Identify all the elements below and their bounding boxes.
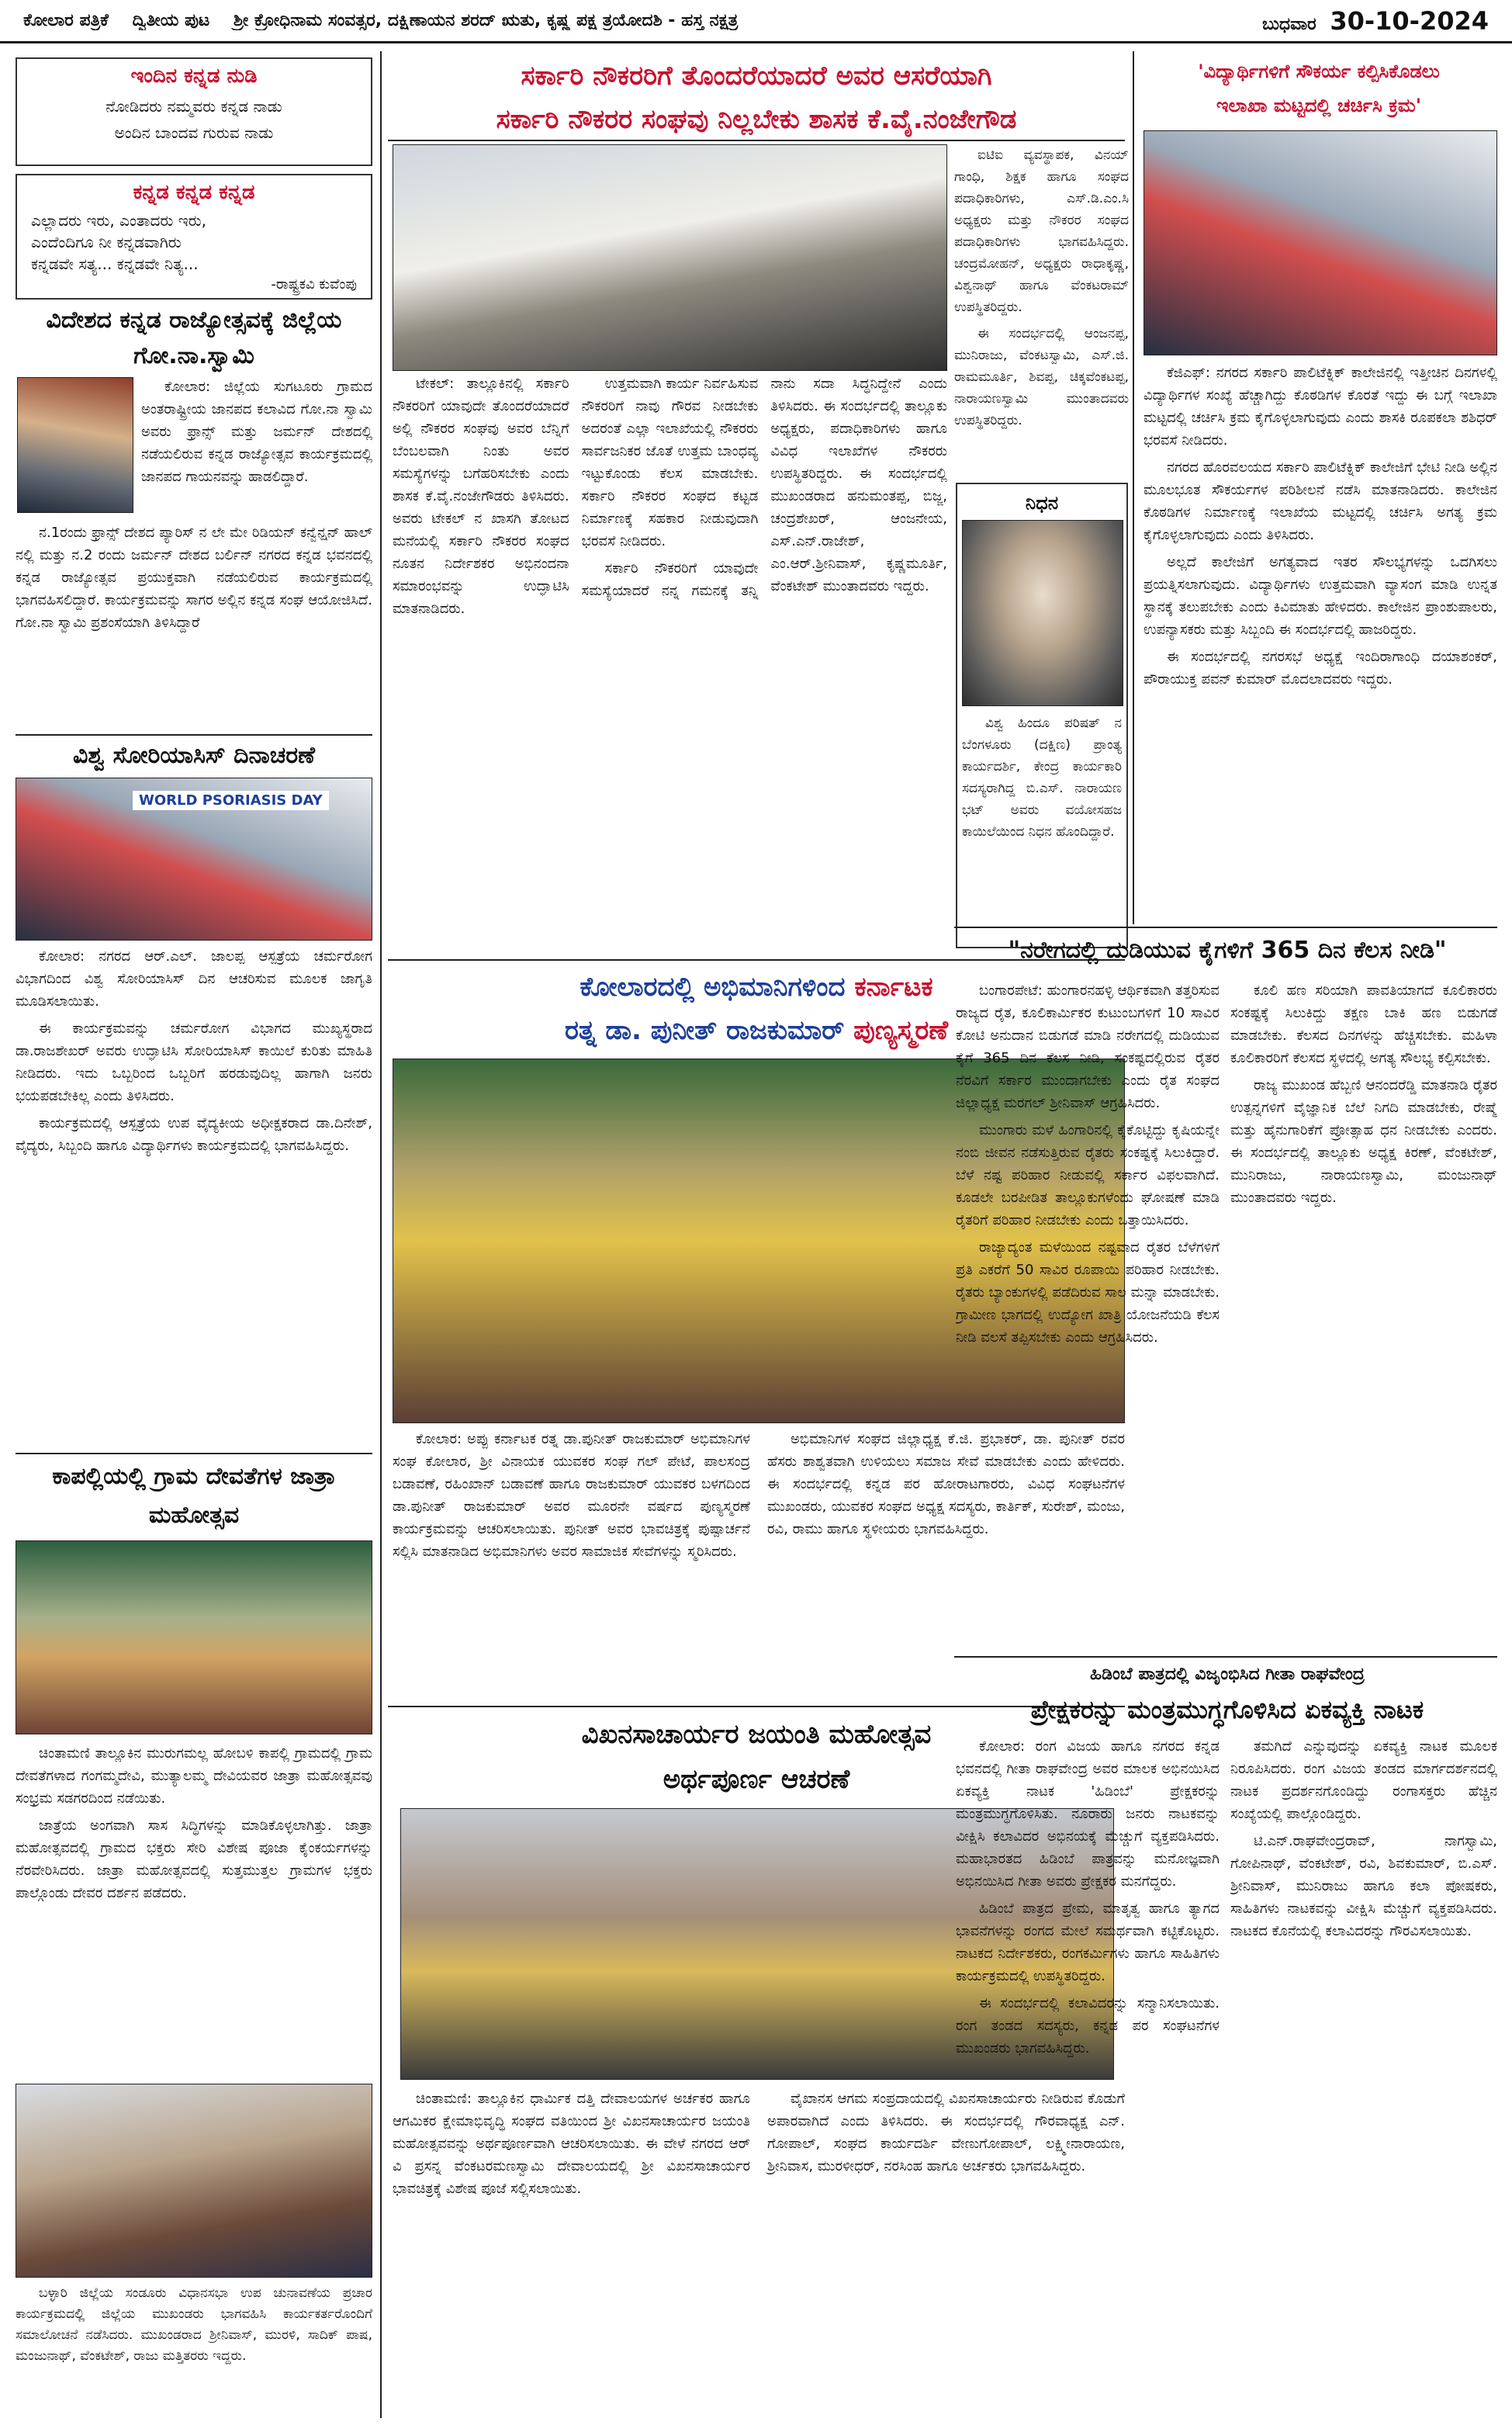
souharda-photo [1144,130,1497,355]
psoriasis-p1: ಕೋಲಾರ: ನಗರದ ಆರ್.ಎಲ್. ಜಾಲಪ್ಪ ಆಸ್ಪತ್ರೆಯ ಚರ್ಮರೋಗ ವಿಭಾಗದಿಂದ ವಿಶ್ವ ಸೋರಿಯಾಸಿಸ್ ದಿನ ಆಚರಿಸುವ ಮೂಲಕ ಜಾಗೃತಿ ಮೂಡಿಸಲಾಯಿತು. [16,948,372,1010]
nudi-title: ಇಂದಿನ ಕನ್ನಡ ನುಡಿ [130,64,258,88]
psoriasis-p3: ಕಾರ್ಯಕ್ರಮದಲ್ಲಿ ಆಸ್ಪತ್ರೆಯ ಉಪ ವೈದ್ಯಕೀಯ ಅಧೀಕ್ಷಕರಾದ ಡಾ.ದಿನೇಶ್, ವೈದ್ಯರು, ಸಿಬ್ಬಂದಿ ಹಾಗೂ ವಿದ್ಯಾರ್ಥಿಗಳು ಕಾರ್ಯಕ್ರಮದಲ್ಲಿ ಭಾಗವಹಿಸಿದ್ದರು. [16,1115,372,1154]
nidhana-text-p: ವಿಶ್ವ ಹಿಂದೂ ಪರಿಷತ್ ನ ಬೆಂಗಳೂರು (ದಕ್ಷಿಣ) ಪ್ರಾಂತ್ಯ ಕಾರ್ಯದರ್ಶಿ, ಕೇಂದ್ರ ಕಾರ್ಯಕಾರಿ ಸದಸ್ಯರಾಗಿದ್ದ ಬಿ.ಎಸ್. ನಾರಾಯಣ ಭಟ್ ಅವರು ವಯೋಸಹಜ ಕಾಯಿಲೆಯಿಂದ ನಿಧನ ಹೊಂದಿದ್ದಾರೆ. [962,716,1122,840]
vikhana-headline-2: ಅರ್ಥಪೂರ್ಣ ಆಚರಣೆ [663,1764,850,1795]
column-rule [380,51,382,2418]
psoriasis-p2: ಈ ಕಾರ್ಯಕ್ರಮವನ್ನು ಚರ್ಮರೋಗ ವಿಭಾಗದ ಮುಖ್ಯಸ್ಥರಾದ ಡಾ.ರಾಜಶೇಖರ್ ಅವರು ಉದ್ಘಾಟಿಸಿ ಸೋರಿಯಾಸಿಸ್ ಕಾಯಿಲೆ ಕುರಿತು ಮಾಹಿತಿ ನೀಡಿದರು. ಇದು ಒಬ್ಬರಿಂದ ಒಬ್ಬರಿಗೆ ಹರಡುವುದಿಲ್ಲ ಹಾಗಾಗಿ ಜನರು ಭಯಪಡಬೇಕಿಲ್ಲ ಎಂದು ತಿಳಿಸಿದರು. [16,1020,372,1104]
narega-side-p2: ರಾಜ್ಯ ಮುಖಂಡ ಹೆಬ್ಬಣಿ ಆನಂದರೆಡ್ಡಿ ಮಾತನಾಡಿ ರೈತರ ಉತ್ಪನ್ನಗಳಿಗೆ ವೈಜ್ಞಾನಿಕ ಬೆಲೆ ನಿಗದಿ ಮಾಡಬೇಕು, ರೇಷ್ಮೆ ಮತ್ತು ಹೈನುಗಾರಿಕೆಗೆ ಪ್ರೋತ್ಸಾಹ ಧನ ನೀಡಬೇಕು ಎಂದರು. ಈ ಸಂದರ್ಭದಲ್ಲಿ ತಾಲ್ಲೂಕು ಅಧ್ಯಕ್ಷ ಕಿರಣ್, ವೆಂಕಟೇಶ್, ಮುನಿರಾಜು, ನಾರಾಯಣಸ್ವಾಮಿ, ಮಂಜುನಾಥ್ ಮುಂತಾದವರು ಇದ್ದರು. [1230,1077,1497,1206]
swamy-p1: ಕೋಲಾರ: ಜಿಲ್ಲೆಯ ಸುಗಟೂರು ಗ್ರಾಮದ ಅಂತರಾಷ್ಟ್ರೀಯ ಜಾನಪದ ಕಲಾವಿದ ಗೋ.ನಾ ಸ್ವಾಮಿ ಅವರು ಫ್ರಾನ್ಸ್ ಮತ್ತು ಜರ್ಮನ್ ದೇಶದಲ್ಲಿ ನಡೆಯಲಿರುವ ಕನ್ನಡ ರಾಜ್ಯೋತ್ಸವ ಕಾರ್ಯಕ್ರಮದಲ್ಲಿ ಜಾನಪದ ಗಾಯನವನ್ನು ಹಾಡಲಿದ್ದಾರೆ. [141,379,372,485]
vikhana-p2: ವೈಖಾನಸ ಆಗಮ ಸಂಪ್ರದಾಯದಲ್ಲಿ ವಿಖನಸಾಚಾರ್ಯರು ನೀಡಿರುವ ಕೊಡುಗೆ ಅಪಾರವಾಗಿದೆ ಎಂದು ತಿಳಿಸಿದರು. ಈ ಸಂದರ್ಭದಲ್ಲಿ ಗೌರವಾಧ್ಯಕ್ಷ ಎನ್. ಗೋಪಾಲ್, ಸಂಘದ ಕಾರ್ಯದರ್ಶಿ ವೇಣುಗೋಪಾಲ್, ಲಕ್ಷ್ಮೀನಾರಾಯಣ, ಶ್ರೀನಿವಾಸ, ಮುರಳೀಧರ್, ನರಸಿಂಹ ಹಾಗೂ ಅರ್ಚಕರು ಭಾಗವಹಿಸಿದ್ದರು. [767,2091,1125,2174]
geetha-headline: ಪ್ರೇಕ್ಷಕರನ್ನು ಮಂತ್ರಮುಗ್ಧಗೊಳಿಸಿದ ಏಕವ್ಯಕ್ತಿ ನಾಟಕ [1030,1695,1424,1724]
nokar-headline-2: ಸರ್ಕಾರಿ ನೌಕರರ ಸಂಘವು ನಿಲ್ಲಬೇಕು ಶಾಸಕ ಕೆ.ವೈ.ನಂಜೇಗೌಡ [496,104,1017,135]
souharda-headline-1: 'ವಿದ್ಯಾರ್ಥಿಗಳಿಗೆ ಸೌಕರ್ಯ ಕಲ್ಪಿಸಿಕೊಡಲು [1198,61,1440,82]
souharda-story [1144,362,1497,924]
puneeth-headline-2b: ಪುಣ್ಯಸ್ಮರಣೆ [853,1015,949,1046]
group-caption [16,2283,372,2421]
puneeth-headline-1b: ಕರ್ನಾಟಕ [854,972,933,1003]
divider [16,1453,372,1454]
kk-credit: -ರಾಷ್ಟ್ರಕವಿ ಕುವೆಂಪು [271,276,357,293]
nokar-p3: ಸರ್ಕಾರಿ ನೌಕರರಿಗೆ ಯಾವುದೇ ಸಮಸ್ಯೆಯಾದರೆ ನನ್ನ ಗಮನಕ್ಕೆ ತನ್ನಿ ನಾನು ಸದಾ ಸಿದ್ಧನಿದ್ದೇನೆ ಎಂದು ತಿಳಿಸಿದರು. ಈ ಸಂದರ್ಭದಲ್ಲಿ ತಾಲ್ಲೂಕು ಅಧ್ಯಕ್ಷರು, ಪದಾಧಿಕಾರಿಗಳು ಹಾಗೂ ವಿವಿಧ ಇಲಾಖೆಗಳ ನೌಕರರು ಉಪಸ್ಥಿತರಿದ್ದರು. ಈ ಸಂದರ್ಭದಲ್ಲಿ ಮುಖಂಡರಾದ ಹನುಮಂತಪ್ಪ, ಬಿಜ್ಜ, ಚಂದ್ರಶೇಖರ್, ಆಂಜನೇಯ, ಎಸ್.ಎನ್.ರಾಜೇಶ್, ಎಂ.ಆರ್.ಶ್ರೀನಿವಾಸ್, ಕೃಷ್ಣಮೂರ್ತಿ, ವೆಂಕಟೇಶ್ ಮುಂತಾದವರು ಇದ್ದರು. [581,376,947,599]
vikhana-headline-1: ವಿಖನಸಾಚಾರ್ಯರ ಜಯಂತಿ ಮಹೋತ್ಸವ [581,1719,932,1750]
geetha-p3: ಈ ಸಂದರ್ಭದಲ್ಲಿ ಕಲಾವಿದರನ್ನು ಸನ್ಮಾನಿಸಲಾಯಿತು. ರಂಗ ತಂಡದ ಸದಸ್ಯರು, ಕನ್ನಡ ಪರ ಸಂಘಟನೆಗಳ ಮುಖಂಡರು ಭಾಗವಹಿಸಿದ್ದರು. [956,1995,1220,2057]
nokar-p2: ಉತ್ತಮವಾಗಿ ಕಾರ್ಯ ನಿರ್ವಹಿಸುವ ನೌಕರರಿಗೆ ನಾವು ಗೌರವ ನೀಡಬೇಕು ಅದರಂತೆ ಎಲ್ಲಾ ಇಲಾಖೆಯಲ್ಲಿ ನೌಕರರು ಸಾರ್ವಜನಿಕರ ಜೊತೆ ಉತ್ತಮ ಬಾಂಧವ್ಯ ಇಟ್ಟುಕೊಂಡು ಕೆಲಸ ಮಾಡಬೇಕು. ಸರ್ಕಾರಿ ನೌಕರರ ಸಂಘದ ಕಟ್ಟಡ ನಿರ್ಮಾಣಕ್ಕೆ ಸಹಕಾರ ನೀಡುವುದಾಗಿ ಭರವಸೆ ನೀಡಿದರು. [581,376,759,549]
swamy-headline: ವಿದೇಶದ ಕನ್ನಡ ರಾಜ್ಯೋತ್ಸವಕ್ಕೆ ಜಿಲ್ಲೆಯ ಗೋ.ನಾ.ಸ್ವಾಮಿ [46,307,342,369]
date: 30-10-2024 [1330,5,1489,36]
narega-headline: "ನರೇಗದಲ್ಲಿ ದುಡಿಯುವ ಕೈಗಳಿಗೆ 365 ದಿನ ಕೆಲಸ ನೀಡಿ" [1008,937,1447,964]
souharda-p1: ಕೆಜಿಎಫ್: ನಗರದ ಸರ್ಕಾರಿ ಪಾಲಿಟೆಕ್ನಿಕ್ ಕಾಲೇಜಿನಲ್ಲಿ ಇತ್ತೀಚಿನ ದಿನಗಳಲ್ಲಿ ವಿದ್ಯಾರ್ಥಿಗಳ ಸಂಖ್ಯೆ ಹೆಚ್ಚಾಗಿದ್ದು ಕೊಠಡಿಗಳ ಕೊರತೆ ಇದ್ದು ಈ ಬಗ್ಗೆ ಇಲಾಖಾ ಮಟ್ಟದಲ್ಲಿ ಚರ್ಚಿಸಿ ಕ್ರಮ ಕೈಗೊಳ್ಳಲಾಗುವುದು ಎಂದು ಶಾಸಕಿ ರೂಪಕಲಾ ಶಶಿಧರ್ ಭರವಸೆ ನೀಡಿದರು. [1144,365,1497,449]
group-photo [16,2084,372,2278]
kk-line: ಕನ್ನಡವೇ ಸತ್ಯ... ಕನ್ನಡವೇ ನಿತ್ಯ... [31,255,199,273]
group-caption-text: ಬಳ್ಳಾರಿ ಜಿಲ್ಲೆಯ ಸಂಡೂರು ವಿಧಾನಸಭಾ ಉಪ ಚುನಾವಣೆಯ ಪ್ರಚಾರ ಕಾರ್ಯಕ್ರಮದಲ್ಲಿ ಜಿಲ್ಲೆಯ ಮುಖಂಡರು ಭಾಗವಹಿಸಿ ಕಾರ್ಯಕರ್ತರೊಂದಿಗೆ ಸಮಾಲೋಚನೆ ನಡೆಸಿದರು. ಮುಖಂಡರಾದ ಶ್ರೀನಿವಾಸ್, ಮುರಳಿ, ಸಾದಿಕ್ ಪಾಷ, ಮಂಜುನಾಥ್, ವೆಂಕಟೇಶ್, ರಾಜು ಮತ್ತಿತರರು ಇದ್ದರು. [16,2285,372,2364]
swamy-photo [17,377,133,513]
vikhana-p1: ಚಿಂತಾಮಣಿ: ತಾಲ್ಲೂಕಿನ ಧಾರ್ಮಿಕ ದತ್ತಿ ದೇವಾಲಯಗಳ ಅರ್ಚಕರ ಹಾಗೂ ಆಗಮಿಕರ ಕ್ಷೇಮಾಭಿವೃದ್ಧಿ ಸಂಘದ ವತಿಯಿಂದ ಶ್ರೀ ವಿಖನಸಾಚಾರ್ಯರ ಜಯಂತಿ ಮಹೋತ್ಸವವನ್ನು ಅರ್ಥಪೂರ್ಣವಾಗಿ ಆಚರಿಸಲಾಯಿತು. ಈ ವೇಳೆ ನಗರದ ಆರ್ ವಿ ಪ್ರಸನ್ನ ವೆಂಕಟರಮಣಸ್ವಾಮಿ ದೇವಾಲಯದಲ್ಲಿ ಶ್ರೀ ವಿಖನಸಾಚಾರ್ಯರ ಭಾವಚಿತ್ರಕ್ಕೆ ವಿಶೇಷ ಪೂಜೆ ಸಲ್ಲಿಸಲಾಯಿತು. [393,2091,750,2197]
souharda-p3: ಅಲ್ಲದೆ ಕಾಲೇಜಿಗೆ ಅಗತ್ಯವಾದ ಇತರ ಸೌಲಭ್ಯಗಳನ್ನು ಒದಗಿಸಲು ಪ್ರಯತ್ನಿಸಲಾಗುವುದು. ವಿದ್ಯಾರ್ಥಿಗಳು ಉತ್ತಮವಾಗಿ ವ್ಯಾಸಂಗ ಮಾಡಿ ಉನ್ನತ ಸ್ಥಾನಕ್ಕೆ ತಲುಪಬೇಕು ಎಂದು ಕಿವಿಮಾತು ಹೇಳಿದರು. ಕಾಲೇಜಿನ ಪ್ರಾಂಶುಪಾಲರು, ಉಪನ್ಯಾಸಕರು ಮತ್ತು ಸಿಬ್ಬಂದಿ ಈ ಸಂದರ್ಭದಲ್ಲಿ ಹಾಜರಿದ್ದರು. [1144,554,1497,638]
paper-name: ಕೋಲಾರ ಪತ್ರಿಕೆ [23,11,109,30]
page-label: ದ್ವಿತೀಯ ಪುಟ [132,11,210,30]
nokar-story [393,372,947,955]
nidhana-text [962,712,1122,945]
jatre-p2: ಜಾತ್ರೆಯ ಅಂಗವಾಗಿ ಸಾಸ ಸಿದ್ಧಿಗಳನ್ನು ಮಾಡಿಕೊಳ್ಳಲಾಗಿತ್ತು. ಜಾತ್ರಾ ಮಹೋತ್ಸವದಲ್ಲಿ ಗ್ರಾಮದ ಭಕ್ತರು ಸೇರಿ ವಿಶೇಷ ಪೂಜಾ ಕೈಂಕರ್ಯಗಳನ್ನು ನೆರವೇರಿಸಿದರು. ಜಾತ್ರಾ ಮಹೋತ್ಸವದಲ್ಲಿ ಸುತ್ತಮುತ್ತಲ ಗ್ರಾಮಗಳ ಭಕ್ತರು ಪಾಲ್ಗೊಂಡು ದೇವರ ದರ್ಶನ ಪಡೆದರು. [16,1817,372,1901]
kk-line: ಎಂದೆಂದಿಗೂ ನೀ ಕನ್ನಡವಾಗಿರು [31,233,182,251]
souharda-p2: ನಗರದ ಹೊರವಲಯದ ಸರ್ಕಾರಿ ಪಾಲಿಟೆಕ್ನಿಕ್ ಕಾಲೇಜಿಗೆ ಭೇಟಿ ನೀಡಿ ಅಲ್ಲಿನ ಮೂಲಭೂತ ಸೌಕರ್ಯಗಳ ಪರಿಶೀಲನೆ ನಡೆಸಿ ಮಾತನಾಡಿದರು. ಕಾಲೇಜಿನ ಕೊಠಡಿಗಳ ನಿರ್ಮಾಣಕ್ಕೆ ಇಲಾಖೆಯ ಮಟ್ಟದಲ್ಲಿ ಚರ್ಚಿಸಿ ಅಗತ್ಯ ಕ್ರಮ ಕೈಗೊಳ್ಳಲಾಗುವುದು ಎಂದು ತಿಳಿಸಿದರು. [1144,459,1497,543]
souharda-headline-2: ಇಲಾಖಾ ಮಟ್ಟದಲ್ಲಿ ಚರ್ಚಿಸಿ ಕ್ರಮ' [1216,95,1422,116]
geetha-kicker: ಹಿಡಿಂಬೆ ಪಾತ್ರದಲ್ಲಿ ವಿಜೃಂಭಿಸಿದ ಗೀತಾ ರಾಘವೇಂದ್ರ [1090,1665,1365,1684]
nudi-line: ಅಂದಿನ ಬಾಂದವ ಗುರುವ ನಾಡು [114,123,274,142]
geetha-story [956,1735,1220,2421]
nokar-headline-1: ಸರ್ಕಾರಿ ನೌಕರರಿಗೆ ತೊಂದರೆಯಾದರೆ ಅವರ ಆಸರೆಯಾಗಿ [521,61,992,92]
nokar-headline [388,54,1125,141]
almanac: ಶ್ರೀ ಕ್ರೋಧಿನಾಮ ಸಂವತ್ಸರ, ದಕ್ಷಿಣಾಯನ ಶರದ್ ಋತು, ಕೃಷ್ಣ ಪಕ್ಷ ತ್ರಯೋದಶಿ - ಹಸ್ತ ನಕ್ಷತ್ರ [233,11,739,30]
puneeth-headline-1a: ಕೋಲಾರದಲ್ಲಿ ಅಭಿಮಾನಿಗಳಿಂದ [580,972,846,1003]
column-rule [1133,51,1134,924]
nudi-line: ನೋಡಿದರು ನಮ್ಮವರು ಕನ್ನಡ ನಾಡು [106,97,282,116]
narega-side [1230,979,1497,1653]
jatre-p1: ಚಿಂತಾಮಣಿ ತಾಲ್ಲೂಕಿನ ಮುರುಗಮಲ್ಲ ಹೋಬಳಿ ಕಾಪಲ್ಲಿ ಗ್ರಾಮದಲ್ಲಿ ಗ್ರಾಮ ದೇವತೆಗಳಾದ ಗಂಗಮ್ಮದೇವಿ, ಮುತ್ಯಾಲಮ್ಮ ದೇವಿಯವರ ಜಾತ್ರಾ ಮಹೋತ್ಸವವು ಸಂಭ್ರಮ ಸಡಗರದಿಂದ ನಡೆಯಿತು. [16,1745,372,1807]
nidhana-photo [962,520,1123,706]
kannada-box [16,174,372,300]
psoriasis-story [16,945,372,1450]
nidhana-box [956,483,1128,948]
psoriasis-headline: ವಿಶ್ವ ಸೋರಿಯಾಸಿಸ್ ದಿನಾಚರಣೆ [73,742,315,769]
souharda-p4: ಈ ಸಂದರ್ಭದಲ್ಲಿ ನಗರಸಭೆ ಅಧ್ಯಕ್ಷೆ ಇಂದಿರಾಗಾಂಧಿ ದಯಾಶಂಕರ್, ಪೌರಾಯುಕ್ತ ಪವನ್ ಕುಮಾರ್ ಮೊದಲಾದವರು ಇದ್ದರು. [1144,649,1497,688]
kannada-nudi-box [16,57,372,166]
geetha-side-p1: ತಮಗಿದೆ ಎನ್ನುವುದನ್ನು ಏಕವ್ಯಕ್ತಿ ನಾಟಕ ಮೂಲಕ ನಿರೂಪಿಸಿದರು. ರಂಗ ವಿಜಯ ತಂಡದ ಮಾರ್ಗದರ್ಶನದಲ್ಲಿ ನಾಟಕ ಪ್ರದರ್ಶನಗೊಂಡಿದ್ದು ರಂಗಾಸಕ್ತರು ಹೆಚ್ಚಿನ ಸಂಖ್ಯೆಯಲ್ಲಿ ಪಾಲ್ಗೊಂಡಿದ್ದರು. [1230,1738,1497,1822]
narega-p1: ಬಂಗಾರಪೇಟೆ: ಹುಂಗಾರನಹಳ್ಳಿ ಆರ್ಥಿಕವಾಗಿ ತತ್ತರಿಸುವ ರಾಜ್ಯದ ರೈತ, ಕೂಲಿಕಾರ್ಮಿಕರ ಕುಟುಂಬಗಳಿಗೆ 10 ಸಾವಿರ ಕೋಟಿ ಅನುದಾನ ಬಿಡುಗಡೆ ಮಾಡಿ ನರೇಗದಲ್ಲಿ ದುಡಿಯುವ ಕೈಗೆ 365 ದಿನ ಕೆಲಸ ನೀಡಿ, ಸಂಕಷ್ಟದಲ್ಲಿರುವ ರೈತರ ನೆರವಿಗೆ ಸರ್ಕಾರ ಮುಂದಾಗಬೇಕು ಎಂದು ರೈತ ಸಂಘದ ಜಿಲ್ಲಾಧ್ಯಕ್ಷ ಮರಗಲ್ ಶ್ರೀನಿವಾಸ್ ಆಗ್ರಹಿಸಿದರು. [956,982,1220,1111]
kk-title: ಕನ್ನಡ ಕನ್ನಡ ಕನ್ನಡ [133,181,255,204]
divider [16,734,372,736]
nidhana-title: ನಿಧನ [1025,492,1059,514]
nokar-p1: ಟೇಕಲ್: ತಾಲ್ಲೂಕಿನಲ್ಲಿ ಸರ್ಕಾರಿ ನೌಕರರಿಗೆ ಯಾವುದೇ ತೊಂದರೆಯಾದರೆ ಅಲ್ಲಿ ನೌಕರರ ಸಂಘವು ಅವರ ಬೆನ್ನಿಗೆ ಬೆಂಬಲವಾಗಿ ನಿಂತು ಅವರ ಸಮಸ್ಯೆಗಳನ್ನು ಬಗೆಹರಿಸಬೇಕು ಎಂದು ಶಾಸಕ ಕೆ.ವೈ.ನಂಜೇಗೌಡರು ತಿಳಿಸಿದರು. ಅವರು ಟೇಕಲ್ ನ ಖಾಸಗಿ ತೋಟದ ಮನೆಯಲ್ಲಿ ಸರ್ಕಾರಿ ನೌಕರರ ಸಂಘದ ನೂತನ ನಿರ್ದೇಶಕರ ಅಭಿನಂದನಾ ಸಮಾರಂಭವನ್ನು ಉದ್ಘಾಟಿಸಿ ಮಾತನಾಡಿದರು. [393,376,569,617]
masthead-right [1262,6,1489,36]
narega-p2: ಮುಂಗಾರು ಮಳೆ ಹಿಂಗಾರಿನಲ್ಲಿ ಕೈಕೊಟ್ಟಿದ್ದು ಕೃಷಿಯನ್ನೇ ನಂಬಿ ಜೀವನ ನಡೆಸುತ್ತಿರುವ ರೈತರು ಸಂಕಷ್ಟಕ್ಕೆ ಸಿಲುಕಿದ್ದಾರೆ. ಬೆಳೆ ನಷ್ಟ ಪರಿಹಾರ ನೀಡುವಲ್ಲಿ ಸರ್ಕಾರ ವಿಫಲವಾಗಿದೆ. ಕೂಡಲೇ ಬರಪೀಡಿತ ತಾಲ್ಲೂಕುಗಳೆಂದು ಘೋಷಣೆ ಮಾಡಿ ರೈತರಿಗೆ ಪರಿಹಾರ ನೀಡಬೇಕು ಎಂದು ಒತ್ತಾಯಿಸಿದರು. [956,1122,1220,1228]
swamy-story [16,521,372,731]
puneeth-p2: ಅಭಿಮಾನಿಗಳ ಸಂಘದ ಜಿಲ್ಲಾಧ್ಯಕ್ಷ ಕೆ.ಜಿ. ಪ್ರಭಾಕರ್, ಡಾ. ಪುನೀತ್ ರವರ ಹೆಸರು ಶಾಶ್ವತವಾಗಿ ಉಳಿಯಲು ಸಮಾಜ ಸೇವೆ ಮಾಡಬೇಕು ಎಂದು ಹೇಳಿದರು. ಈ ಸಂದರ್ಭದಲ್ಲಿ ಕನ್ನಡ ಪರ ಹೋರಾಟಗಾರರು, ವಿವಿಧ ಸಂಘಟನೆಗಳ ಮುಖಂಡರು, ಯುವಕರ ಸಂಘದ ಅಧ್ಯಕ್ಷ ಸದಸ್ಯರು, ಕಾರ್ತಿಕ್, ಸುರೇಶ್, ಮಂಜು, ರವಿ, ರಾಮು ಹಾಗೂ ಸ್ಥಳೀಯರು ಭಾಗವಹಿಸಿದ್ದರು. [767,1431,1125,1537]
jatre-photo [16,1540,372,1734]
swamy-story-top [141,376,372,519]
nokar-side [954,144,1129,470]
nokar-photo [393,144,947,371]
divider [954,1656,1497,1658]
nokar-side-p2: ಈ ಸಂದರ್ಭದಲ್ಲಿ ಆಂಜನಪ್ಪ, ಮುನಿರಾಜು, ವೆಂಕಟಸ್ವಾಮಿ, ಎಸ್.ಜಿ. ರಾಮಮೂರ್ತಿ, ಶಿವಪ್ಪ, ಚಿಕ್ಕವೆಂಕಟಪ್ಪ, ನಾರಾಯಣಸ್ವಾಮಿ ಮುಂತಾದವರು ಉಪಸ್ಥಿತರಿದ್ದರು. [954,326,1129,428]
jatre-story [16,1742,372,2068]
psoriasis-photo [16,778,372,941]
narega-story [956,979,1220,1653]
masthead [0,0,1512,43]
psoriasis-banner: WORLD PSORIASIS DAY [133,791,329,810]
swamy-p2: ನ.1ರಂದು ಫ್ರಾನ್ಸ್ ದೇಶದ ಪ್ಯಾರಿಸ್ ನ ಲೇ ಮೇ ರಿಡಿಯನ್ ಕನ್ವೆನ್ಷನ್ ಹಾಲ್ ನಲ್ಲಿ ಮತ್ತು ನ.2 ರಂದು ಜರ್ಮನ್ ದೇಶದ ಬರ್ಲಿನ್ ನಗರದ ಕನ್ನಡ ಭವನದಲ್ಲಿ ಕನ್ನಡ ರಾಜ್ಯೋತ್ಸವ ಪ್ರಯುಕ್ತವಾಗಿ ನಡೆಯಲಿರುವ ಕಾರ್ಯಕ್ರಮದಲ್ಲಿ ಭಾಗವಹಿಸಲಿದ್ದಾರೆ. ಕಾರ್ಯಕ್ರಮವನ್ನು ಸಾಗರ ಅಲ್ಲಿನ ಕನ್ನಡ ಸಂಘ ಆಯೋಜಿಸಿದೆ. ಗೋ.ನಾ ಸ್ವಾಮಿ ಪ್ರಶಂಸೆಯಾಗಿ ತಿಳಿಸಿದ್ದಾರೆ [16,525,372,631]
divider [954,927,1497,928]
geetha-p1: ಕೋಲಾರ: ರಂಗ ವಿಜಯ ಹಾಗೂ ನಗರದ ಕನ್ನಡ ಭವನದಲ್ಲಿ ಗೀತಾ ರಾಘವೇಂದ್ರ ಅವರ ಮಾಲಕ ಅಭಿನಯಿಸಿದ ಏಕವ್ಯಕ್ತಿ ನಾಟಕ 'ಹಿಡಿಂಬೆ' ಪ್ರೇಕ್ಷಕರನ್ನು ಮಂತ್ರಮುಗ್ಧಗೊಳಿಸಿತು. ನೂರಾರು ಜನರು ನಾಟಕವನ್ನು ವೀಕ್ಷಿಸಿ ಕಲಾವಿದರ ಅಭಿನಯಕ್ಕೆ ಮೆಚ್ಚುಗೆ ವ್ಯಕ್ತಪಡಿಸಿದರು. ಮಹಾಭಾರತದ ಹಿಡಿಂಬೆ ಪಾತ್ರವನ್ನು ಮನೋಜ್ಞವಾಗಿ ಅಭಿನಯಿಸಿದ ಗೀತಾ ಅವರು ಪ್ರೇಕ್ಷಕರ ಮನಗೆದ್ದರು. [956,1738,1220,1890]
geetha-p2: ಹಿಡಿಂಬೆ ಪಾತ್ರದ ಪ್ರೇಮ, ಮಾತೃತ್ವ ಹಾಗೂ ತ್ಯಾಗದ ಭಾವನೆಗಳನ್ನು ರಂಗದ ಮೇಲೆ ಸಮರ್ಥವಾಗಿ ಕಟ್ಟಿಕೊಟ್ಟರು. ನಾಟಕದ ನಿರ್ದೇಶಕರು, ರಂಗಕರ್ಮಿಗಳು ಹಾಗೂ ಸಾಹಿತಿಗಳು ಕಾರ್ಯಕ್ರಮದಲ್ಲಿ ಉಪಸ್ಥಿತರಿದ್ದರು. [956,1901,1220,1984]
masthead-left [23,11,1262,30]
geetha-side [1230,1735,1497,2421]
jatre-headline: ಕಾಪಲ್ಲಿಯಲ್ಲಿ ಗ್ರಾಮ ದೇವತೆಗಳ ಜಾತ್ರಾ ಮಹೋತ್ಸವ [52,1463,336,1529]
puneeth-p1: ಕೋಲಾರ: ಅಪ್ಪು ಕರ್ನಾಟಕ ರತ್ನ ಡಾ.ಪುನೀತ್ ರಾಜಕುಮಾರ್ ಅಭಿಮಾನಿಗಳ ಸಂಘ ಕೋಲಾರ, ಶ್ರೀ ವಿನಾಯಕ ಯುವಕರ ಸಂಘ ಗಲ್ ಪೇಟೆ, ಪಾಲಸಂದ್ರ ಬಡಾವಣೆ, ರಹಿಂಖಾನ್ ಬಡಾವಣೆ ಹಾಗೂ ರಾಜಕುಮಾರ್ ಯುವಕರ ಬಳಗದಿಂದ ಡಾ.ಪುನೀತ್ ರಾಜಕುಮಾರ್ ಅವರ ಮೂರನೇ ವರ್ಷದ ಪುಣ್ಯಸ್ಮರಣೆ ಕಾರ್ಯಕ್ರಮವನ್ನು ಆಚರಿಸಲಾಯಿತು. ಪುನೀತ್ ಅವರ ಭಾವಚಿತ್ರಕ್ಕೆ ಪುಷ್ಪಾರ್ಚನೆ ಸಲ್ಲಿಸಿ ಮಾತನಾಡಿದ ಅಭಿಮಾನಿಗಳು ಅವರ ಸಾಮಾಜಿಕ ಸೇವೆಗಳನ್ನು ಸ್ಮರಿಸಿದರು. [393,1431,750,1560]
kk-line: ಎಲ್ಲಾದರು ಇರು, ಎಂತಾದರು ಇರು, [31,211,206,230]
nokar-side-p1: ಐಟಿಐ ವ್ಯವಸ್ಥಾಪಕ, ವಿನಯ್ ಗಾಂಧಿ, ಶಿಕ್ಷಕ ಹಾಗೂ ಸಂಘದ ಪದಾಧಿಕಾರಿಗಳು, ಎಸ್.ಡಿ.ಎಂ.ಸಿ ಅಧ್ಯಕ್ಷರು ಮತ್ತು ನೌಕರರ ಸಂಘದ ಪದಾಧಿಕಾರಿಗಳು ಭಾಗವಹಿಸಿದ್ದರು. ಚಂದ್ರಮೋಹನ್, ಅಧ್ಯಕ್ಷರು ರಾಧಾಕೃಷ್ಣ, ವಿಶ್ವನಾಥ್ ಹಾಗೂ ವೆಂಕಟರಾಮ್ ಉಪಸ್ಥಿತರಿದ್ದರು. [954,147,1129,315]
narega-p3: ರಾಜ್ಯಾದ್ಯಂತ ಮಳೆಯಿಂದ ನಷ್ಟವಾದ ರೈತರ ಬೆಳೆಗಳಿಗೆ ಪ್ರತಿ ಎಕರೆಗೆ 50 ಸಾವಿರ ರೂಪಾಯಿ ಪರಿಹಾರ ನೀಡಬೇಕು. ರೈತರು ಬ್ಯಾಂಕುಗಳಲ್ಲಿ ಪಡೆದಿರುವ ಸಾಲ ಮನ್ನಾ ಮಾಡಬೇಕು. ಗ್ರಾಮೀಣ ಭಾಗದಲ್ಲಿ ಉದ್ಯೋಗ ಖಾತ್ರಿ ಯೋಜನೆಯಡಿ ಕೆಲಸ ನೀಡಿ ವಲಸೆ ತಪ್ಪಿಸಬೇಕು ಎಂದು ಆಗ್ರಹಿಸಿದರು. [956,1239,1220,1346]
weekday: ಬುಧವಾರ [1262,14,1317,34]
narega-side-p1: ಕೂಲಿ ಹಣ ಸರಿಯಾಗಿ ಪಾವತಿಯಾಗದೆ ಕೂಲಿಕಾರರು ಸಂಕಷ್ಟಕ್ಕೆ ಸಿಲುಕಿದ್ದು ತಕ್ಷಣ ಬಾಕಿ ಹಣ ಬಿಡುಗಡೆ ಮಾಡಬೇಕು. ಕೆಲಸದ ದಿನಗಳನ್ನು ಹೆಚ್ಚಿಸಬೇಕು. ಮಹಿಳಾ ಕೂಲಿಕಾರರಿಗೆ ಕೆಲಸದ ಸ್ಥಳದಲ್ಲಿ ಅಗತ್ಯ ಸೌಲಭ್ಯ ಕಲ್ಪಿಸಬೇಕು. [1230,982,1497,1066]
souharda-headline [1140,54,1497,129]
geetha-side-p2: ಟಿ.ಎನ್.ರಾಘವೇಂದ್ರರಾವ್, ನಾಗಸ್ವಾಮಿ, ಗೋಪಿನಾಥ್, ವೆಂಕಟೇಶ್, ರವಿ, ಶಿವಕುಮಾರ್, ಬಿ.ಎಸ್. ಶ್ರೀನಿವಾಸ್, ಮುನಿರಾಜು ಹಾಗೂ ಕಲಾ ಪೋಷಕರು, ಸಾಹಿತಿಗಳು ನಾಟಕವನ್ನು ವೀಕ್ಷಿಸಿ ಮೆಚ್ಚುಗೆ ವ್ಯಕ್ತಪಡಿಸಿದರು. ನಾಟಕದ ಕೊನೆಯಲ್ಲಿ ಕಲಾವಿದರನ್ನು ಗೌರವಿಸಲಾಯಿತು. [1230,1833,1497,1939]
puneeth-headline-2a: ರತ್ನ ಡಾ. ಪುನೀತ್ ರಾಜಕುಮಾರ್ [564,1015,845,1046]
